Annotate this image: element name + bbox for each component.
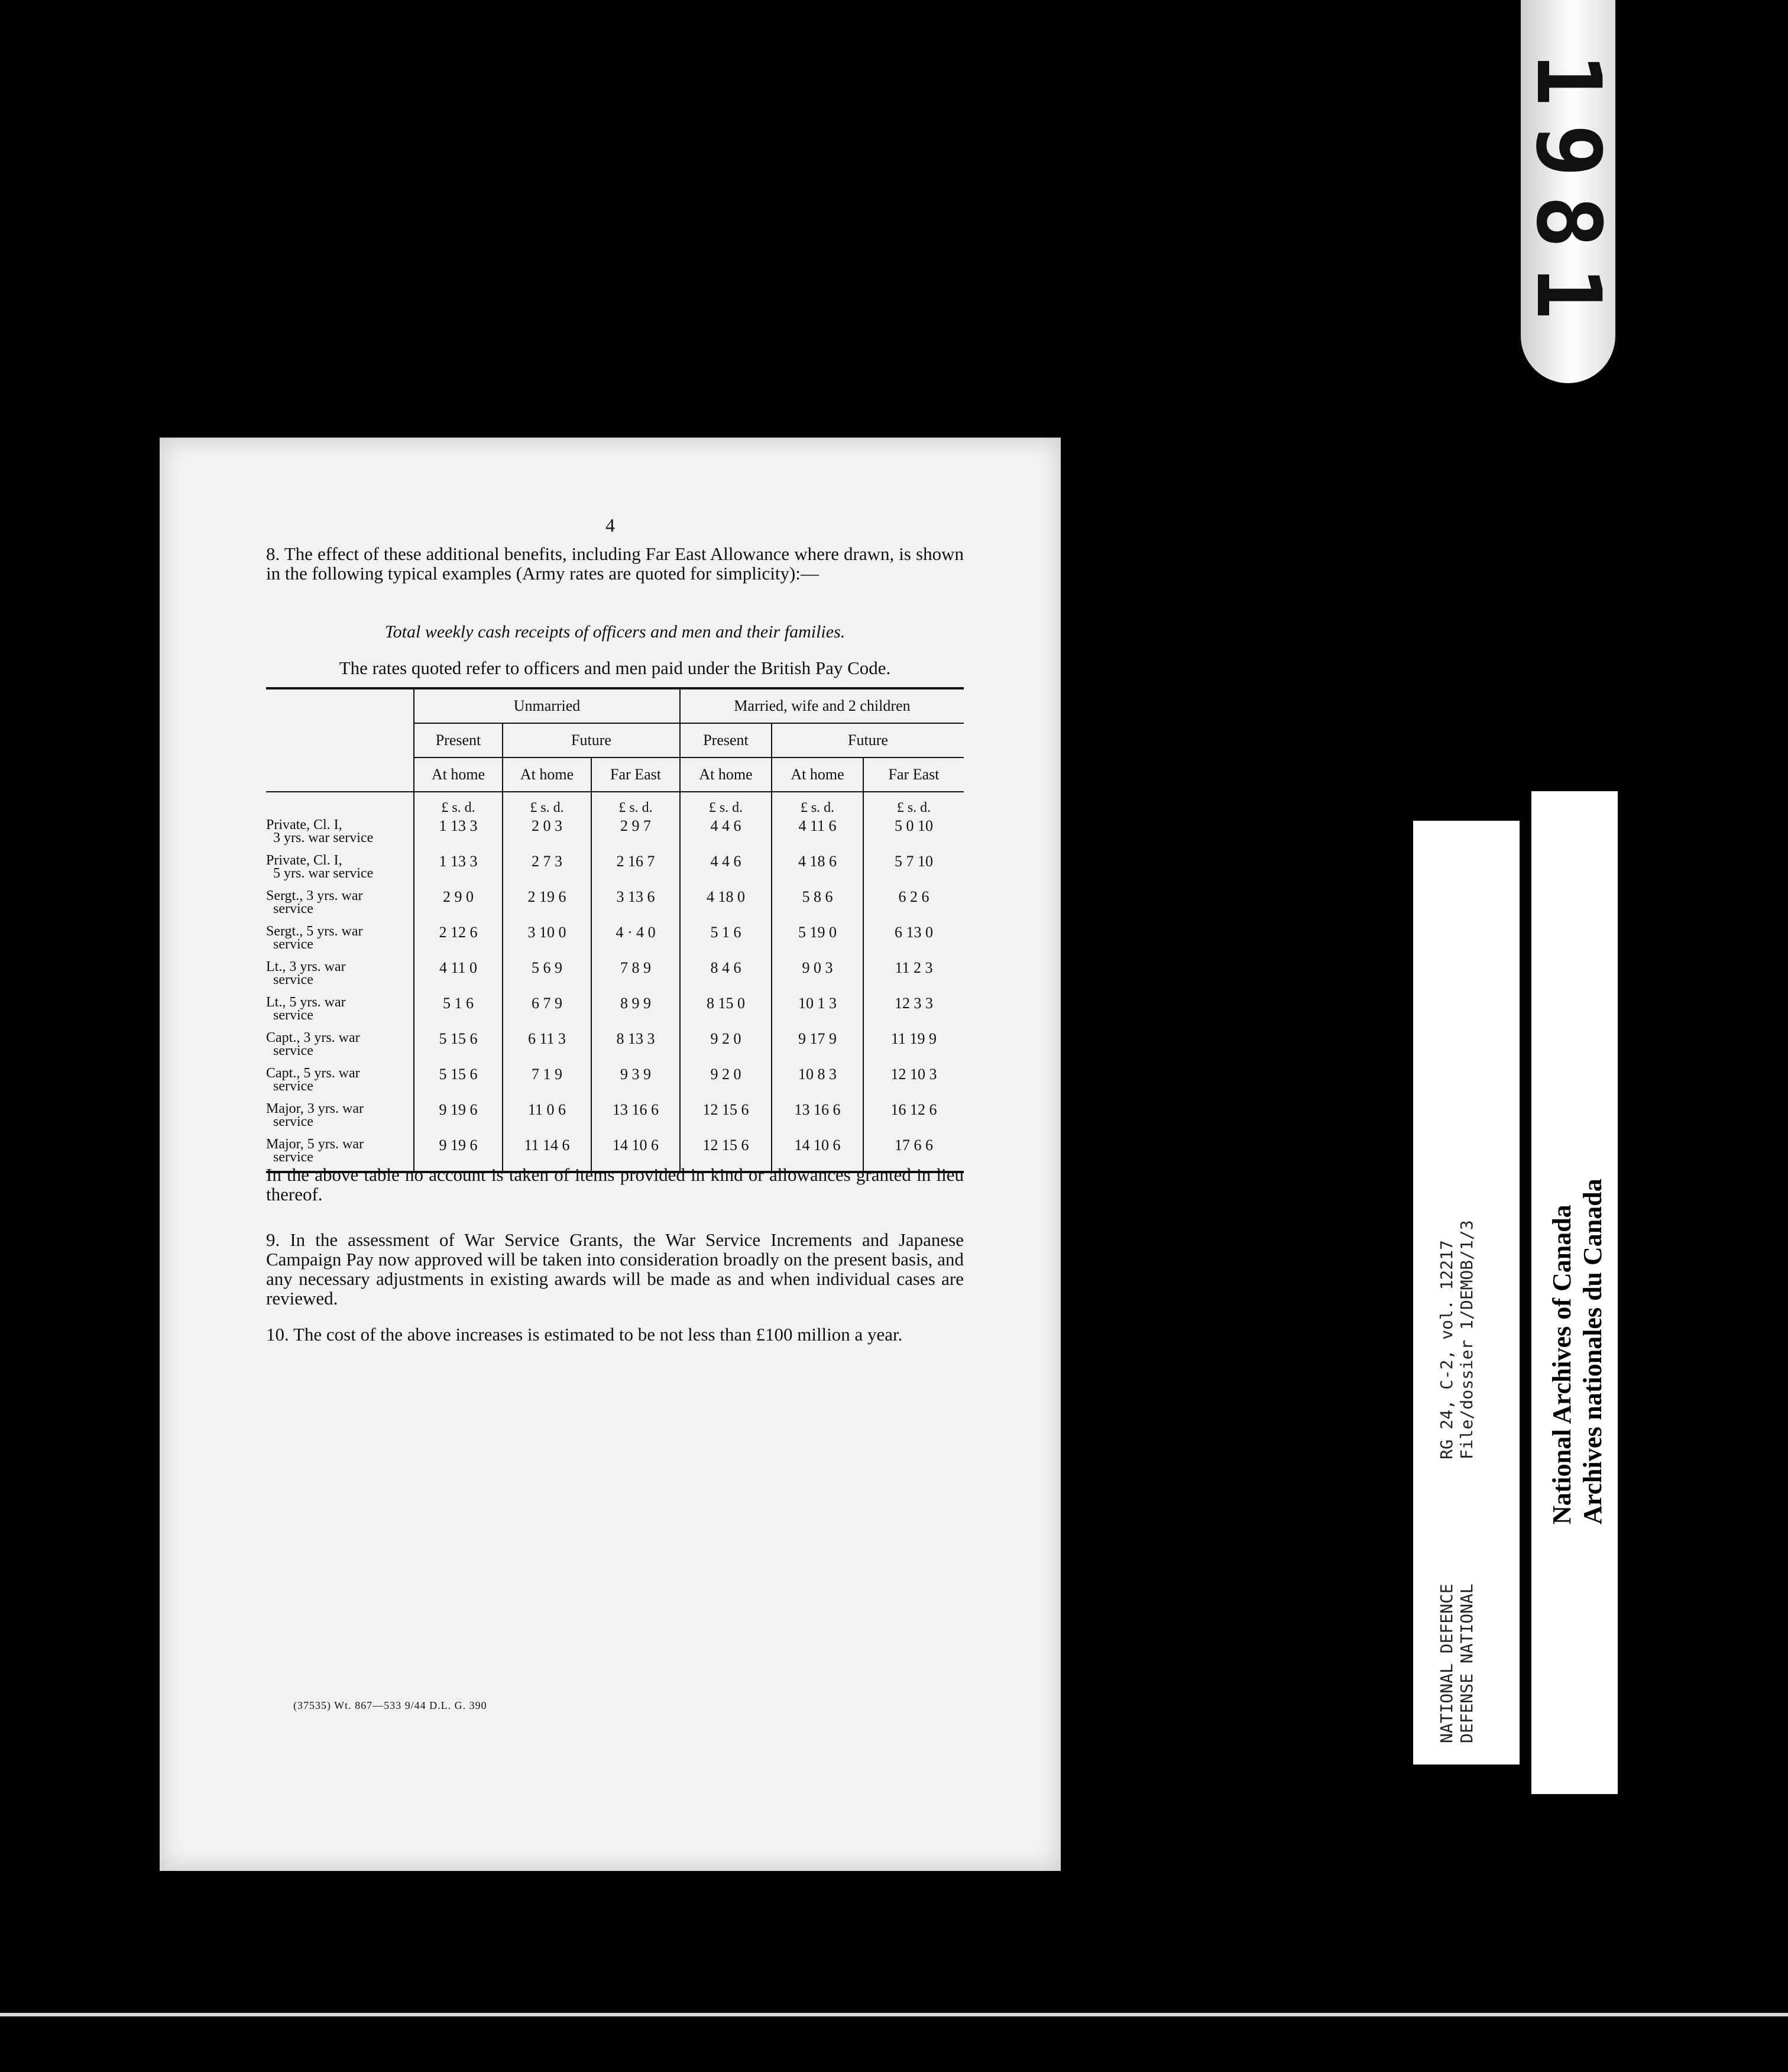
amount-cell: 9 0 3 (772, 958, 863, 993)
page-number: 4 (605, 514, 615, 536)
rank-cell (266, 816, 414, 852)
rank-cell (266, 1100, 414, 1135)
table-header-row-periods (266, 723, 964, 757)
table-header-row-groups (266, 688, 964, 723)
print-code: (37535) Wt. 867—533 9/44 D.L. G. 390 (293, 1699, 487, 1711)
amount-cell: 6 11 3 (503, 1029, 591, 1064)
table-body (266, 816, 964, 1171)
amount-cell: 16 12 6 (863, 1100, 964, 1135)
film-frame-stamp (1517, 0, 1619, 383)
amount-cell: 2 7 3 (503, 852, 591, 887)
amount-cell: 1 13 3 (414, 852, 503, 887)
service-label: service (273, 1008, 313, 1023)
paragraph-9: 9. In the assessment of War Service Grants, the War Service Increments and Japanese Campaign Pay now approved will be taken into consideration broadly on the present basis, and any necessary adjustments in existing awards will be made as and when individual cases are reviewed. (266, 1229, 964, 1309)
amount-cell: 2 9 7 (591, 816, 680, 852)
amount-cell: 9 19 6 (414, 1135, 503, 1171)
amount-cell: 9 2 0 (680, 1064, 772, 1100)
header-present: Present (680, 723, 772, 757)
unit-label: £ s. d. (772, 792, 863, 816)
amount-cell: 5 1 6 (414, 993, 503, 1029)
amount-cell: 14 10 6 (772, 1135, 863, 1171)
amount-cell: 5 7 10 (863, 852, 964, 887)
pay-table (266, 687, 964, 1173)
service-label: service (273, 901, 313, 917)
amount-cell: 4 4 6 (680, 816, 772, 852)
reference-label (1413, 821, 1520, 1765)
amount-cell: 11 0 6 (503, 1100, 591, 1135)
header-future: Future (503, 723, 680, 757)
amount-cell: 11 19 9 (863, 1029, 964, 1064)
service-label: service (273, 1114, 313, 1129)
header-at-home: At home (680, 757, 772, 792)
rank-cell (266, 1064, 414, 1100)
amount-cell: 3 10 0 (503, 922, 591, 958)
rank-cell (266, 922, 414, 958)
amount-cell: 10 1 3 (772, 993, 863, 1029)
department-fr: DEFENSE NATIONAL (1457, 1584, 1476, 1743)
amount-cell: 4 11 6 (772, 816, 863, 852)
amount-cell: 5 0 10 (863, 816, 964, 852)
header-unmarried: Unmarried (414, 688, 680, 723)
amount-cell: 10 8 3 (772, 1064, 863, 1100)
unit-label: £ s. d. (414, 792, 503, 816)
amount-cell: 11 14 6 (503, 1135, 591, 1171)
amount-cell: 7 1 9 (503, 1064, 591, 1100)
archive-en: National Archives of Canada (1547, 1205, 1576, 1524)
paragraph-8: 8. The effect of these additional benefits, including Far East Allowance where drawn, is shown in the following typical examples (Army rates are quoted for simplicity):— (266, 543, 964, 584)
amount-cell: 9 2 0 (680, 1029, 772, 1064)
amount-cell: 4 18 0 (680, 887, 772, 922)
document-page (160, 438, 1061, 1871)
amount-cell: 9 17 9 (772, 1029, 863, 1064)
amount-cell: 12 15 6 (680, 1100, 772, 1135)
table-row (266, 816, 964, 852)
amount-cell: 12 15 6 (680, 1135, 772, 1171)
service-label: service (273, 937, 313, 952)
rank-cell (266, 1029, 414, 1064)
table-corner (266, 688, 414, 723)
rank-cell (266, 852, 414, 887)
amount-cell: 5 15 6 (414, 1029, 503, 1064)
amount-cell: 9 3 9 (591, 1064, 680, 1100)
frame-bottom-rule (0, 2013, 1788, 2016)
amount-cell: 6 13 0 (863, 922, 964, 958)
paragraph-10: 10. The cost of the above increases is estimated to be not less than £100 million a year. (266, 1324, 903, 1345)
header-married: Married, wife and 2 children (680, 688, 964, 723)
reference-line: RG 24, C-2, vol. 12217 (1437, 1240, 1456, 1459)
table-row (266, 852, 964, 887)
amount-cell: 13 16 6 (591, 1100, 680, 1135)
amount-cell: 11 2 3 (863, 958, 964, 993)
table-row (266, 1100, 964, 1135)
table-row (266, 1064, 964, 1100)
amount-cell: 2 9 0 (414, 887, 503, 922)
rank-label: Lt., 5 yrs. war (266, 995, 346, 1010)
header-far-east: Far East (863, 757, 964, 792)
table-row (266, 958, 964, 993)
amount-cell: 1 13 3 (414, 816, 503, 852)
amount-cell: 13 16 6 (772, 1100, 863, 1135)
table-row (266, 887, 964, 922)
header-far-east: Far East (591, 757, 680, 792)
table-footnote: In the above table no account is taken of items provided in kind or allowances granted in lieu thereof. (266, 1164, 964, 1205)
header-present: Present (414, 723, 503, 757)
unit-label: £ s. d. (503, 792, 591, 816)
table-row (266, 1029, 964, 1064)
service-label: service (273, 1079, 313, 1094)
table-header-row-locations (266, 757, 964, 792)
service-label: service (273, 1043, 313, 1058)
header-at-home: At home (414, 757, 503, 792)
rank-label: Private, Cl. I, (266, 817, 342, 833)
amount-cell: 4 · 4 0 (591, 922, 680, 958)
amount-cell: 2 19 6 (503, 887, 591, 922)
rank-label: Lt., 3 yrs. war (266, 959, 346, 975)
table-note: The rates quoted refer to officers and men paid under the British Pay Code. (339, 658, 891, 678)
header-future: Future (772, 723, 964, 757)
amount-cell: 2 16 7 (591, 852, 680, 887)
amount-cell: 8 13 3 (591, 1029, 680, 1064)
rank-label: Sergt., 5 yrs. war (266, 924, 363, 939)
unit-label: £ s. d. (680, 792, 772, 816)
amount-cell: 14 10 6 (591, 1135, 680, 1171)
file-line: File/dossier 1/DEMOB/1/3 (1457, 1220, 1476, 1459)
reference-text (1437, 868, 1477, 1459)
department-en: NATIONAL DEFENCE (1437, 1584, 1456, 1743)
header-at-home: At home (772, 757, 863, 792)
archive-fr: Archives nationales du Canada (1578, 1179, 1607, 1524)
table-caption: Total weekly cash receipts of officers and men and their families. (384, 622, 846, 642)
rank-label: Private, Cl. I, (266, 853, 342, 868)
amount-cell: 4 4 6 (680, 852, 772, 887)
rank-label: Sergt., 3 yrs. war (266, 888, 363, 904)
table-unit-row (266, 792, 964, 816)
amount-cell: 12 10 3 (863, 1064, 964, 1100)
rank-label: Capt., 3 yrs. war (266, 1030, 360, 1045)
amount-cell: 4 18 6 (772, 852, 863, 887)
table-row (266, 922, 964, 958)
unit-label: £ s. d. (863, 792, 964, 816)
unit-label: £ s. d. (591, 792, 680, 816)
amount-cell: 8 15 0 (680, 993, 772, 1029)
archive-label (1531, 791, 1618, 1794)
service-label: service (273, 1150, 313, 1165)
table-corner (266, 792, 414, 816)
amount-cell: 5 15 6 (414, 1064, 503, 1100)
service-label: 3 yrs. war service (273, 830, 374, 846)
amount-cell: 5 8 6 (772, 887, 863, 922)
rank-label: Major, 5 yrs. war (266, 1137, 364, 1152)
rank-label: Major, 3 yrs. war (266, 1101, 364, 1116)
rank-cell (266, 958, 414, 993)
rank-cell (266, 887, 414, 922)
amount-cell: 8 9 9 (591, 993, 680, 1029)
amount-cell: 12 3 3 (863, 993, 964, 1029)
rank-cell (266, 993, 414, 1029)
rank-label: Capt., 5 yrs. war (266, 1066, 360, 1081)
amount-cell: 6 2 6 (863, 887, 964, 922)
department-text (1437, 1507, 1477, 1743)
service-label: 5 yrs. war service (273, 866, 374, 881)
amount-cell: 4 11 0 (414, 958, 503, 993)
amount-cell: 9 19 6 (414, 1100, 503, 1135)
amount-cell: 17 6 6 (863, 1135, 964, 1171)
table-row (266, 993, 964, 1029)
amount-cell: 6 7 9 (503, 993, 591, 1029)
amount-cell: 5 6 9 (503, 958, 591, 993)
amount-cell: 5 19 0 (772, 922, 863, 958)
amount-cell: 7 8 9 (591, 958, 680, 993)
service-label: service (273, 972, 313, 988)
amount-cell: 2 12 6 (414, 922, 503, 958)
amount-cell: 3 13 6 (591, 887, 680, 922)
stamp-number: 1981 (1517, 53, 1619, 338)
amount-cell: 8 4 6 (680, 958, 772, 993)
amount-cell: 2 0 3 (503, 816, 591, 852)
archive-text (1547, 992, 1608, 1524)
table-corner (266, 757, 414, 792)
table-corner (266, 723, 414, 757)
header-at-home: At home (503, 757, 591, 792)
amount-cell: 5 1 6 (680, 922, 772, 958)
